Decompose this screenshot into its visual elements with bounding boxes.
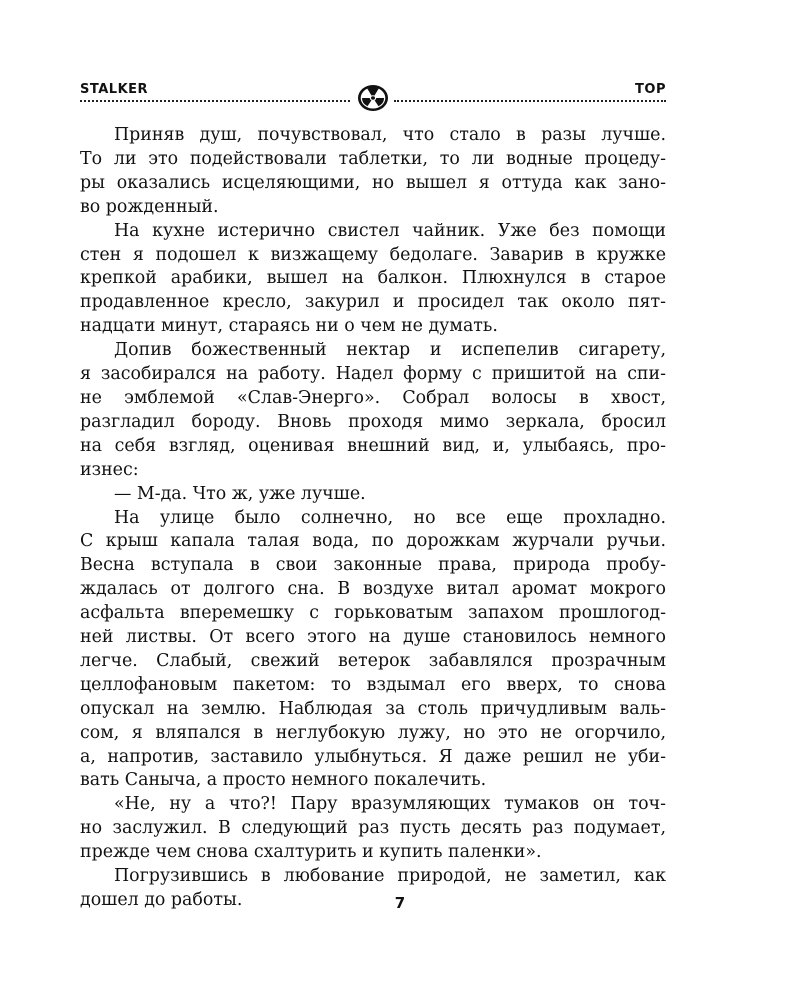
- text-line: крепкой арабики, вышел на балкон. Плюхнулся в старое: [80, 268, 666, 289]
- paragraph: [80, 507, 666, 794]
- text-line: Весна вступала в свои законные права, природа пробу-: [80, 555, 666, 576]
- text-line: опускал на землю. Наблюдая за столь причудливым валь-: [80, 698, 666, 719]
- text-line: — М-да. Что ж, уже лучше.: [114, 483, 366, 504]
- text-line: ждалась от долгого сна. В воздухе витал аромат мокрого: [80, 579, 666, 600]
- paragraph: [80, 793, 666, 865]
- text-line: изнес:: [80, 459, 139, 480]
- header-dotted-rule-right: [394, 100, 666, 102]
- text-line: легче. Слабый, свежий ветерок забавлялся прозрачным: [80, 650, 666, 671]
- radiation-icon: [357, 84, 389, 112]
- header-series-title: STALKER: [80, 82, 149, 97]
- text-line: не эмблемой «Слав-Энерго». Собрал волосы в хвост,: [80, 387, 666, 408]
- text-line: Приняв душ, почувствовал, что стало в разы лучше.: [114, 125, 666, 145]
- text-line: а, напротив, заставило улыбнуться. Я даже решил не уби-: [80, 746, 666, 767]
- paragraph: [80, 124, 666, 220]
- text-line: сом, я вляпался в неглубокую лужу, но это не огорчило,: [80, 722, 666, 743]
- text-line: вать Саныча, а просто немного покалечить.: [80, 770, 487, 791]
- dialogue-line: [80, 483, 666, 507]
- body-text: [80, 124, 666, 913]
- text-line: продавленное кресло, закурил и просидел так около пят-: [80, 292, 666, 313]
- text-line: целлофановым пакетом: то вздымал его вверх, то снова: [80, 674, 666, 695]
- header-dotted-rule-left: [80, 100, 350, 102]
- text-line: но заслужил. В следующий раз пусть десять раз подумает,: [80, 818, 666, 839]
- paragraph: [80, 220, 666, 340]
- text-line: ней листвы. От всего этого на душе становилось немного: [80, 627, 666, 648]
- text-line: То ли это подействовали таблетки, то ли водные процеду-: [80, 148, 666, 169]
- text-line: Допив божественный нектар и испепелив сигарету,: [114, 340, 666, 361]
- text-line: На кухне истерично свистел чайник. Уже без помощи: [114, 220, 666, 241]
- text-line: во рожденный.: [80, 196, 219, 217]
- text-line: Погрузившись в любование природой, не заметил, как: [114, 866, 666, 887]
- page-number: 7: [394, 894, 406, 912]
- text-line: «Не, ну а что?! Пару вразумляющих тумаков он точ-: [114, 794, 666, 815]
- text-line: прежде чем снова схалтурить и купить паленки».: [80, 842, 542, 863]
- text-line: на себя взгляд, оценивая внешний вид, и, улыбаясь, про-: [80, 435, 666, 456]
- text-line: С крыш капала талая вода, по дорожкам журчали ручьи.: [80, 531, 666, 552]
- text-line: На улице было солнечно, но все еще прохладно.: [114, 507, 666, 528]
- text-line: я засобирался на работу. Надел форму с пришитой на спи-: [80, 364, 666, 385]
- text-line: ры оказались исцеляющими, но вышел я оттуда как зано-: [80, 172, 666, 193]
- text-line: стен я подошел к визжащему бедолаге. Заварив в кружке: [80, 244, 666, 265]
- paragraph: [80, 339, 666, 482]
- text-line: дошел до работы.: [80, 890, 243, 910]
- text-line: разгладил бороду. Вновь проходя мимо зеркала, бросил: [80, 411, 666, 432]
- header-section-title: TOP: [635, 82, 666, 97]
- text-line: асфальта вперемешку с горьковатым запахом прошлогод-: [80, 603, 666, 624]
- running-header: [80, 82, 666, 108]
- text-line: надцати минут, стараясь ни о чем не думать.: [80, 316, 498, 337]
